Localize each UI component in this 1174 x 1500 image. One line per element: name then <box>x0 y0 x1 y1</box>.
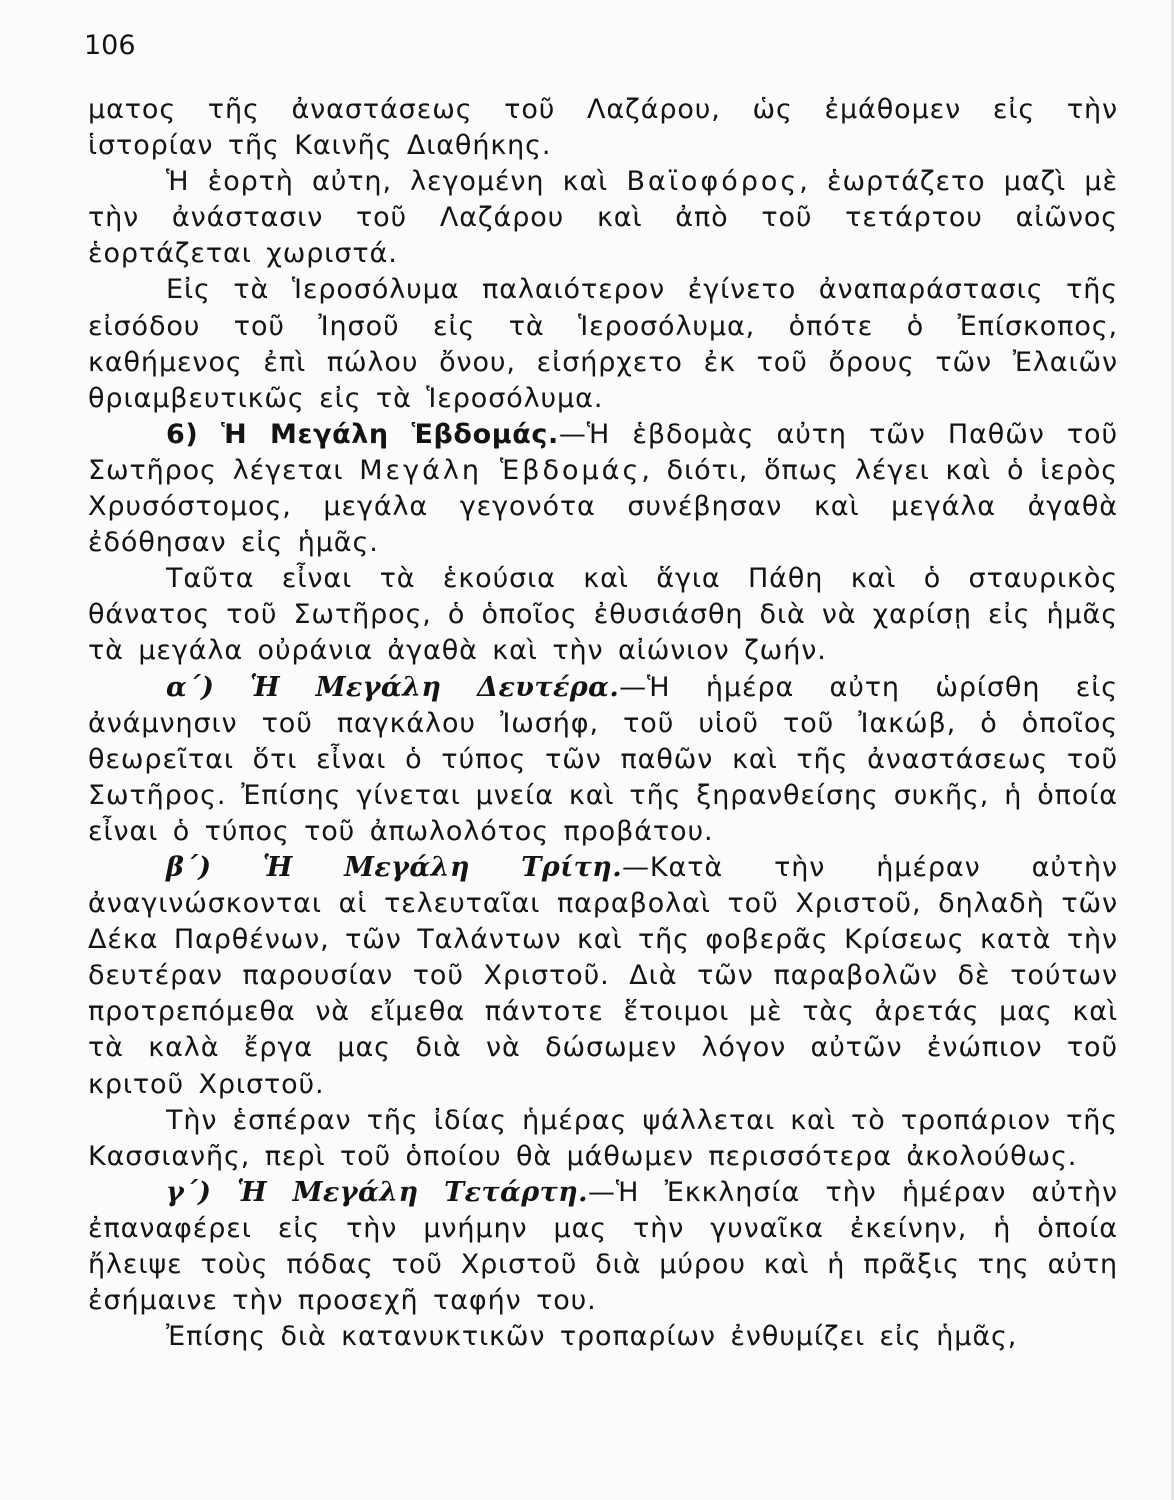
palm-sunday-spaced-term: Βαϊοφόρος <box>626 166 800 198</box>
holy-week-text-start: —Ἡ ἑβδομὰς αὐτη τῶν Παθῶν τοῦ Σωτῆρος λέγεται <box>88 418 1118 486</box>
paragraph-continuation-lazarus: ματος τῆς ἀναστάσεως τοῦ Λαζάρου, ὡς ἐμάθομεν εἰς τὴν ἱστορίαν τῆς Καινῆς Διαθήκης. <box>88 94 1118 162</box>
page-number: 106 <box>84 30 136 61</box>
page-body <box>88 92 1118 1355</box>
holy-monday-heading: α΄) Ἡ Μεγάλη Δευτέρα. <box>166 671 620 703</box>
holy-tuesday-text: —Κατὰ τὴν ἡμέραν αὐτὴν ἀναγινώσκονται αἱ τελευταῖαι παραβολαὶ τοῦ Χριστοῦ, δηλαδὴ τῶν Δέκα Παρθένων, τῶν Ταλάντων καὶ τῆς φοβερᾶς Κρίσεως κατὰ τὴν δευτέραν παρουσίαν τοῦ Χριστοῦ. Διὰ τῶν παραβολῶν δὲ τούτων προτρεπόμεθα νὰ εἴμεθα πάντοτε ἕτοιμοι μὲ τὰς ἀρετάς μας καὶ τὰ καλὰ ἔργα μας διὰ νὰ δώσωμεν λόγον αὐτῶν ἐνώπιον τοῦ κριτοῦ Χριστοῦ. <box>88 851 1118 1100</box>
paragraph-kassiani: Τὴν ἑσπέραν τῆς ἰδίας ἡμέρας ψάλλεται καὶ τὸ τροπάριον τῆς Κασσιανῆς, περὶ τοῦ ὁποίου θὰ μάθωμεν περισσότερα ἀκολούθως. <box>88 1104 1118 1172</box>
paragraph-holy-monday <box>88 670 1118 850</box>
holy-week-spaced-term: Μεγάλη Ἑβδομάς <box>359 454 642 486</box>
palm-sunday-text-end: , ἑωρτάζετο μαζὶ μὲ τὴν ἀνάστασιν τοῦ Λαζάρου καὶ ἀπὸ τοῦ τετάρτου αἰῶνος ἑορτάζεται χωριστά. <box>88 166 1118 270</box>
paragraph-final-line: Ἐπίσης διὰ κατανυκτικῶν τροπαρίων ἐνθυμίζει εἰς ἡμᾶς, <box>166 1321 1018 1353</box>
holy-week-text-end: , διότι, ὅπως λέγει καὶ ὁ ἱερὸς Χρυσόστομος, μεγάλα γεγονότα συνέβησαν καὶ μεγάλα ἀγαθὰ ἐδόθησαν εἰς ἡμᾶς. <box>88 454 1118 559</box>
paragraph-holy-tuesday <box>88 850 1118 1103</box>
holy-wednesday-text: —Ἡ Ἐκκλησία τὴν ἡμέραν αὐτὴν ἐπαναφέρει εἰς τὴν μνήμην μας τὴν γυναῖκα ἐκείνην, ἡ ὁποία ἤλειψε τοὺς πόδας τοῦ Χριστοῦ διὰ μύρου καὶ ἡ πρᾶξις της αὐτη ἐσήμαινε τὴν προσεχῆ ταφήν του. <box>88 1176 1119 1317</box>
paragraph-palm-sunday <box>88 164 1118 272</box>
paragraph-holy-wednesday <box>88 1175 1118 1319</box>
paragraph-jerusalem-entry: Εἰς τὰ Ἱεροσόλυμα παλαιότερον ἐγίνετο ἀναπαράστασις τῆς εἰσόδου τοῦ Ἰησοῦ εἰς τὰ Ἱεροσόλυμα, ὁπότε ὁ Ἐπίσκοπος, καθήμενος ἐπὶ πώλου ὄνου, εἰσήρχετο ἐκ τοῦ ὄρους τῶν Ἐλαιῶν θριαμβευτικῶς εἰς τὰ Ἱεροσόλυμα. <box>88 274 1118 414</box>
holy-week-heading: 6) Ἡ Μεγάλη Ἑβδομάς. <box>166 418 559 450</box>
palm-sunday-text-start: Ἡ ἑορτὴ αὐτη, λεγομένη καὶ <box>166 166 627 198</box>
paragraph-holy-week <box>88 417 1118 561</box>
holy-monday-text: —Ἡ ἡμέρα αὐτη ὡρίσθη εἰς ἀνάμνησιν τοῦ παγκάλου Ἰωσήφ, τοῦ υἱοῦ τοῦ Ἰακώβ, ὁ ὁποῖος θεωρεῖται ὅτι εἶναι ὁ τύπος τῶν παθῶν καὶ τῆς ἀναστάσεως τοῦ Σωτῆρος. Ἐπίσης γίνεται μνεία καὶ τῆς ξηρανθείσης συκῆς, ἡ ὁποία εἶναι ὁ τύπος τοῦ ἀπωλολότος προβάτου. <box>88 671 1118 847</box>
holy-wednesday-heading: γ΄) Ἡ Μεγάλη Τετάρτη. <box>166 1176 588 1208</box>
holy-tuesday-heading: β΄) Ἡ Μεγάλη Τρίτη. <box>166 851 622 883</box>
paragraph-passions: Ταῦτα εἶναι τὰ ἑκούσια καὶ ἅγια Πάθη καὶ ὁ σταυρικὸς θάνατος τοῦ Σωτῆρος, ὁ ὁποῖος ἐθυσιάσθη διὰ νὰ χαρίσῃ εἰς ἡμᾶς τὰ μεγάλα οὐράνια ἀγαθὰ καὶ τὴν αἰώνιον ζωήν. <box>88 563 1118 667</box>
